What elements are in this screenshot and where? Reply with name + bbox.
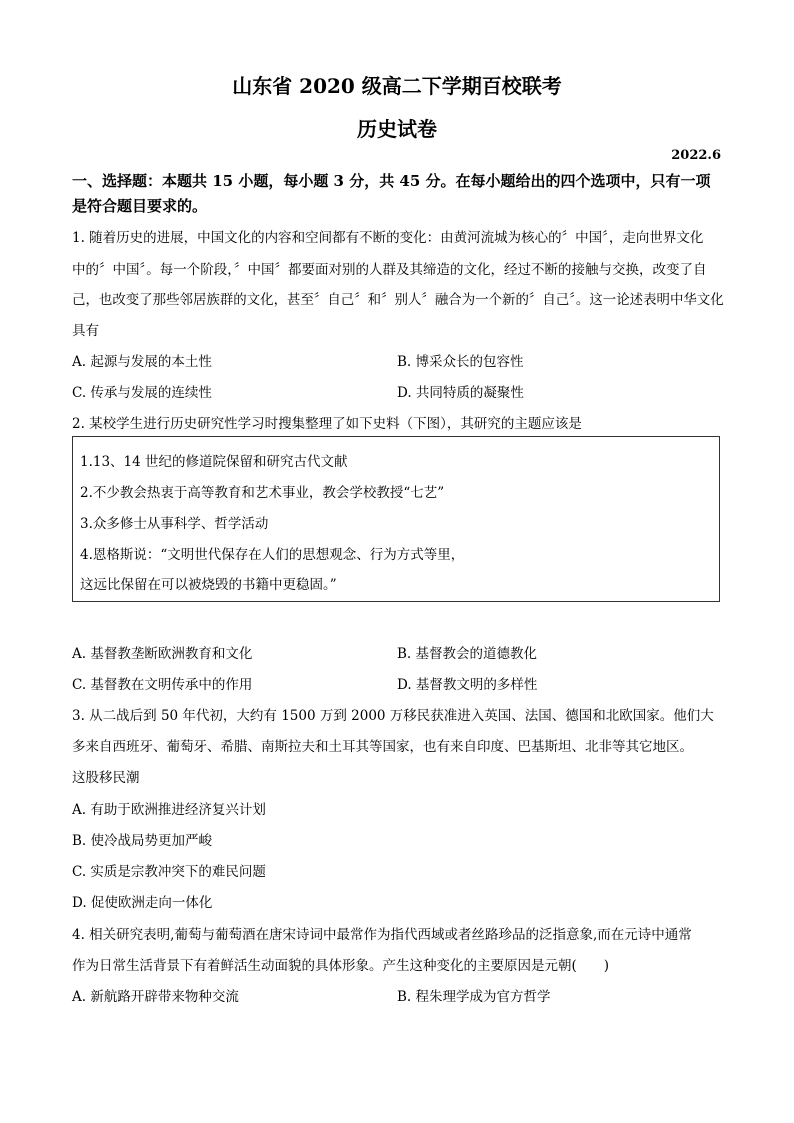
q1-option-d[interactable]: D. 共同特质的凝聚性 xyxy=(397,385,524,401)
source-line-3: 3.众多修士从事科学、哲学活动 xyxy=(80,516,269,532)
q1-line-2: 中的〞中国〞。每一个阶段，〞中国〞都要面对别的人群及其缔造的文化，经过不断的接触与交换，改变了自 xyxy=(72,262,707,278)
q3-line-2: 多来自西班牙、葡萄牙、希腊、南斯拉夫和土耳其等国家，也有来自印度、巴基斯坦、北非等其它地区。 xyxy=(72,739,693,755)
q3-option-d[interactable]: D. 促使欧洲走向一体化 xyxy=(72,895,213,911)
q2-stem: 2. 某校学生进行历史研究性学习时搜集整理了如下史料（下图），其研究的主题应该是 xyxy=(72,416,582,432)
q3-option-a[interactable]: A. 有助于欧洲推进经济复兴计划 xyxy=(72,802,266,818)
q4-line-2: 作为日常生活背景下有着鲜活生动面貌的具体形象。产生这种变化的主要原因是元朝( ) xyxy=(72,958,610,974)
source-line-4: 4.恩格斯说：“文明世代保存在人们的思想观念、行为方式等里， xyxy=(80,547,465,563)
exam-title: 山东省 2020 级高二下学期百校联考 xyxy=(232,74,562,98)
q3-line-1: 3. 从二战后到 50 年代初，大约有 1500 万到 2000 万移民获准进入英国、法国、德国和北欧国家。他们大 xyxy=(72,708,714,724)
q4-line-1: 4. 相关研究表明,葡萄与葡萄酒在唐宋诗词中最常作为指代西域或者丝路珍品的泛指意象,而在元诗中通常 xyxy=(72,927,692,943)
q1-option-c[interactable]: C. 传承与发展的连续性 xyxy=(72,385,212,401)
q3-option-b[interactable]: B. 使冷战局势更加严峻 xyxy=(72,833,213,849)
q2-option-d[interactable]: D. 基督教文明的多样性 xyxy=(397,677,538,693)
q1-line-1: 1. 随着历史的进展，中国文化的内容和空间都有不断的变化：由黄河流城为核心的〞中国〞，走向世界文化 xyxy=(72,230,704,246)
q3-option-c[interactable]: C. 实质是宗教冲突下的难民问题 xyxy=(72,864,266,880)
q2-option-b[interactable]: B. 基督教会的道德教化 xyxy=(397,646,538,662)
source-line-2: 2.不少教会热衷于高等教育和艺术事业，教会学校教授“七艺” xyxy=(80,485,445,501)
q2-option-a[interactable]: A. 基督教垄断欧洲教育和文化 xyxy=(72,646,253,662)
source-line-1: 1.13、14 世纪的修道院保留和研究古代文献 xyxy=(80,454,348,470)
section-heading: 一、选择题：本题共 15 小题，每小题 3 分，共 45 分。在每小题给出的四个选项中，只有一项是符合题目要求的。 xyxy=(72,172,711,215)
source-line-5: 这远比保留在可以被烧毁的书籍中更稳固。” xyxy=(80,577,337,593)
exam-date: 2022.6 xyxy=(671,148,721,163)
q3-line-3: 这股移民潮 xyxy=(72,770,140,786)
q1-line-3: 己，也改变了那些邻居族群的文化，甚至〞自己〞和〞别人〞融合为一个新的〞自己〞。这一论述表明中华文化 xyxy=(72,292,724,308)
q4-option-b[interactable]: B. 程朱理学成为官方哲学 xyxy=(397,989,551,1005)
q4-option-a[interactable]: A. 新航路开辟带来物种交流 xyxy=(72,989,239,1005)
q1-option-b[interactable]: B. 博采众长的包容性 xyxy=(397,354,524,370)
q1-option-a[interactable]: A. 起源与发展的本土性 xyxy=(72,354,212,370)
q1-line-4: 具有 xyxy=(72,323,99,339)
exam-subtitle: 历史试卷 xyxy=(357,117,437,141)
q2-option-c[interactable]: C. 基督教在文明传承中的作用 xyxy=(72,677,253,693)
